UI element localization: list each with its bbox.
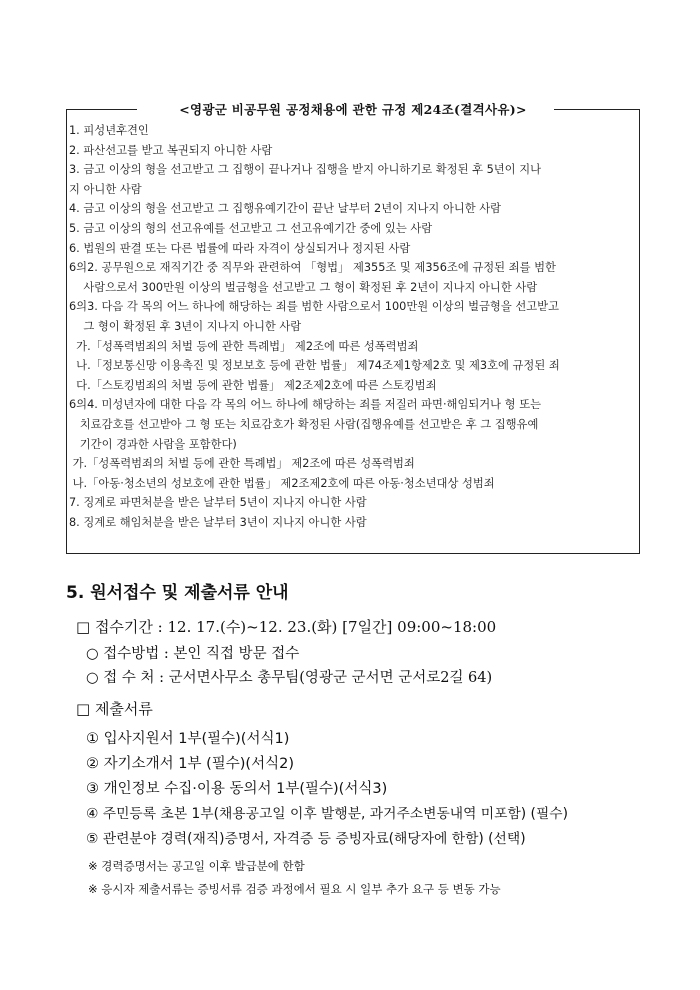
disqualification-list bbox=[69, 121, 637, 532]
list-line: 다.「스토킹범죄의 처벌 등에 관한 법률」 제2조제2호에 따른 스토킹범죄 bbox=[69, 378, 437, 392]
disqualification-box bbox=[66, 102, 640, 554]
list-line: 6의4. 미성년자에 대한 다음 각 목의 어느 하나에 해당하는 죄를 저질러 파면·해임되거나 형 또는 bbox=[69, 398, 542, 412]
list-line: 나.「정보통신망 이용촉진 및 정보보호 등에 관한 법률」 제74조제1항제2호 및 제3호에 규정된 죄 bbox=[69, 359, 560, 373]
list-line: 4. 금고 이상의 형을 선고받고 그 집행유예기간이 끝난 날부터 2년이 지나지 아니한 사람 bbox=[69, 202, 502, 216]
box-title: <영광군 비공무원 공정채용에 관한 규정 제24조(결격사유)> bbox=[179, 102, 527, 117]
document-item: ① 입사지원서 1부(필수)(서식1) bbox=[86, 731, 290, 747]
list-line: 1. 피성년후견인 bbox=[69, 124, 149, 137]
list-line: 기간이 경과한 사람을 포함한다) bbox=[69, 437, 237, 451]
list-line: 그 형이 확정된 후 3년이 지나지 아니한 사람 bbox=[69, 319, 302, 333]
document-item: ⑤ 관련분야 경력(재직)증명서, 자격증 등 증빙자료(해당자에 한함) (선택) bbox=[86, 831, 526, 847]
list-line: 가.「성폭력범죄의 처벌 등에 관한 특례법」 제2조에 따른 성폭력범죄 bbox=[69, 339, 419, 353]
documents-title: □ 제출서류 bbox=[76, 700, 153, 718]
list-line: 나.「아동·청소년의 성보호에 관한 법률」 제2조제2호에 따른 아동·청소년대상 성범죄 bbox=[69, 476, 495, 490]
list-line: 7. 징계로 파면처분을 받은 날부터 5년이 지나지 아니한 사람 bbox=[69, 496, 367, 510]
list-line: 2. 파산선고를 받고 복권되지 아니한 사람 bbox=[69, 143, 273, 157]
section-heading: 5. 원서접수 및 제출서류 안내 bbox=[66, 583, 289, 603]
application-place: ○ 접 수 처 : 군서면사무소 총무팀(영광군 군서면 군서로2길 64) bbox=[86, 670, 493, 686]
list-line: 6. 법원의 판결 또는 다른 법률에 따라 자격이 상실되거나 정지된 사람 bbox=[69, 241, 411, 255]
document-item: ② 자기소개서 1부 (필수)(서식2) bbox=[86, 756, 294, 772]
note: ※ 경력증명서는 공고일 이후 발급분에 한함 bbox=[88, 859, 305, 873]
document-item: ③ 개인정보 수집·이용 동의서 1부(필수)(서식3) bbox=[86, 781, 388, 797]
list-line: 가.「성폭력범죄의 처벌 등에 관한 특례법」 제2조에 따른 성폭력범죄 bbox=[69, 457, 415, 471]
list-line: 5. 금고 이상의 형의 선고유예를 선고받고 그 선고유예기간 중에 있는 사람 bbox=[69, 221, 433, 235]
document-item: ④ 주민등록 초본 1부(채용공고일 이후 발행분, 과거주소변동내역 미포함) (필수) bbox=[86, 806, 568, 822]
list-line: 6의3. 다음 각 목의 어느 하나에 해당하는 죄를 범한 사람으로서 100만원 이상의 벌금형을 선고받고 bbox=[69, 300, 559, 314]
list-line: 6의2. 공무원으로 재직기간 중 직무와 관련하여 「형법」 제355조 및 제356조에 규정된 죄를 범한 bbox=[69, 261, 556, 275]
list-line: 치료감호를 선고받아 그 형 또는 치료감호가 확정된 사람(집행유예를 선고받은 후 그 집행유예 bbox=[69, 417, 539, 431]
application-method: ○ 접수방법 : 본인 직접 방문 접수 bbox=[86, 646, 300, 662]
application-period: □ 접수기간 : 12. 17.(수)~12. 23.(화) [7일간] 09:00~18:00 bbox=[76, 618, 497, 636]
list-line: 사람으로서 300만원 이상의 벌금형을 선고받고 그 형이 확정된 후 2년이 지나지 아니한 사람 bbox=[69, 280, 538, 294]
note: ※ 응시자 제출서류는 증빙서류 검증 과정에서 필요 시 일부 추가 요구 등 변동 가능 bbox=[88, 882, 501, 896]
list-line: 8. 징계로 해임처분을 받은 날부터 3년이 지나지 아니한 사람 bbox=[69, 515, 367, 529]
list-line: 3. 금고 이상의 형을 선고받고 그 집행이 끝나거나 집행을 받지 아니하기로 확정된 후 5년이 지나 bbox=[69, 163, 542, 177]
list-line: 지 아니한 사람 bbox=[69, 182, 142, 196]
